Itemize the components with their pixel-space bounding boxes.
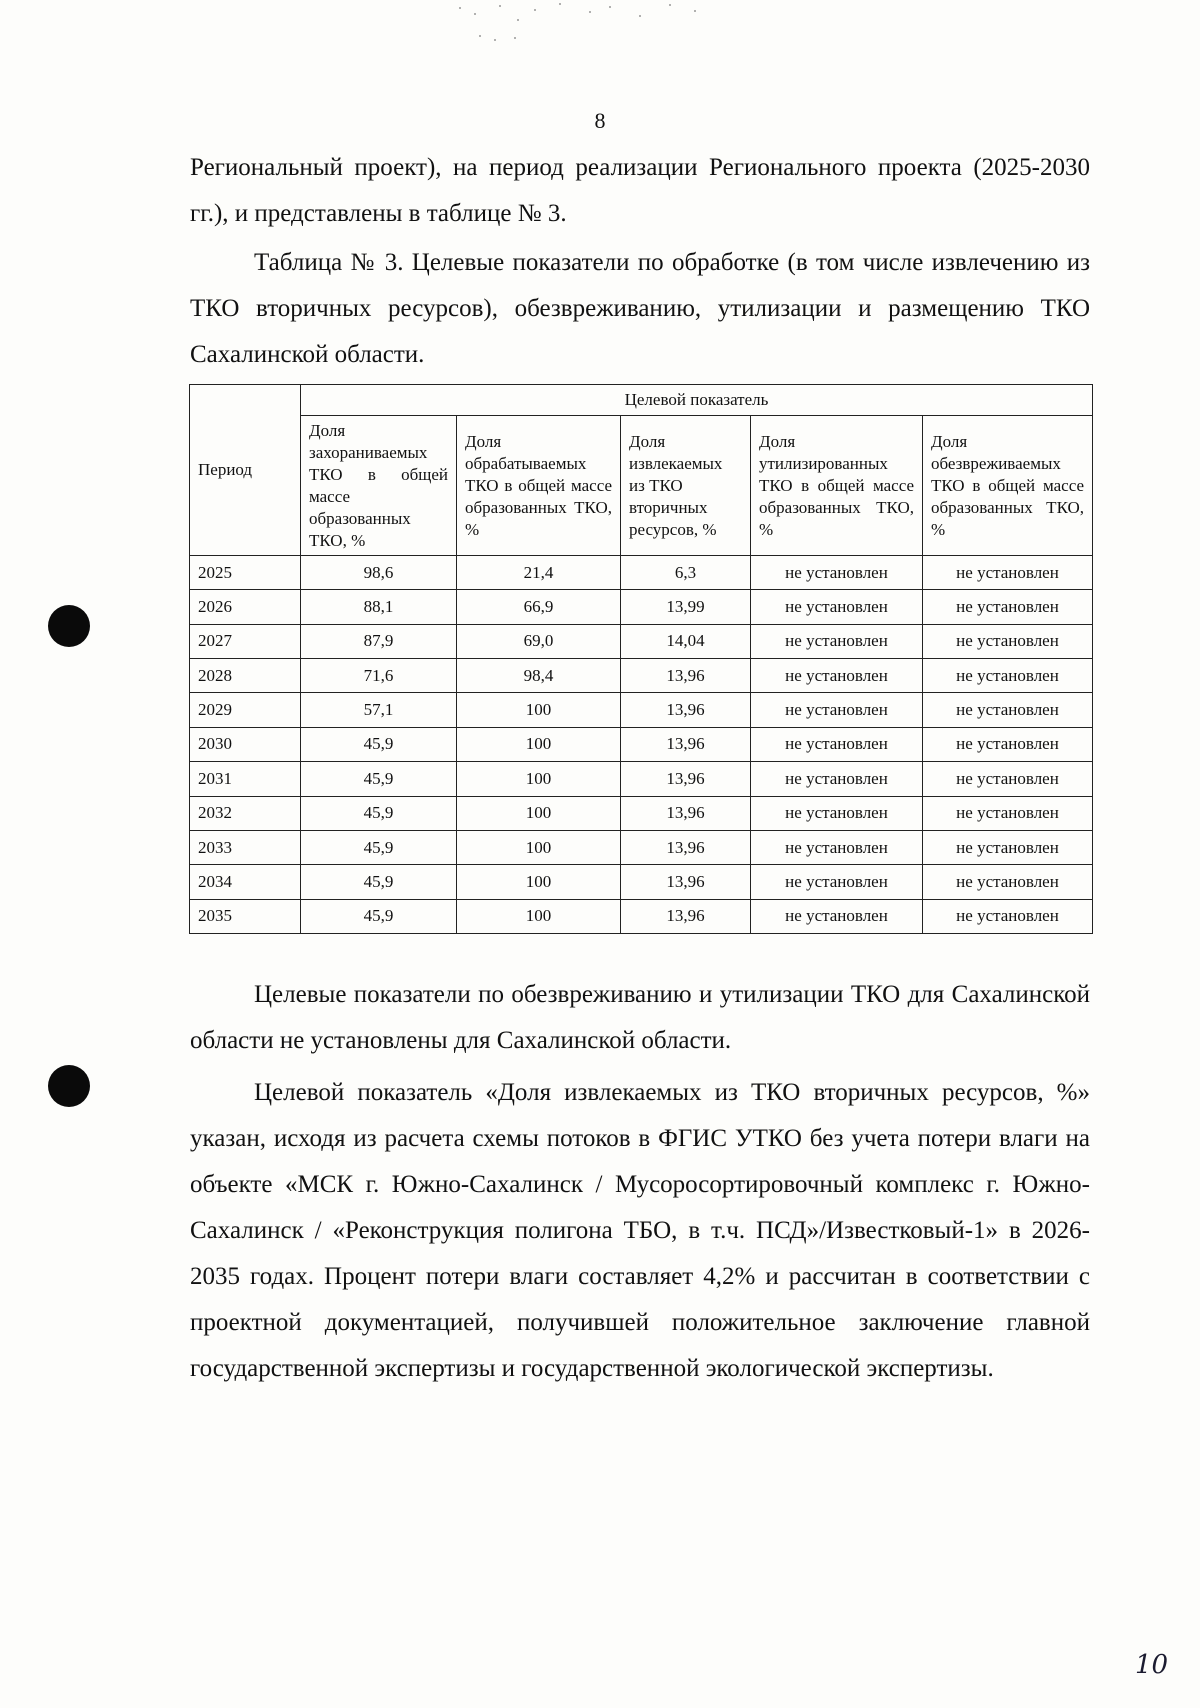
value-cell: 45,9: [301, 899, 457, 933]
value-cell: 13,96: [621, 899, 751, 933]
paragraph-not-set: Целевые показатели по обезвреживанию и утилизации ТКО для Сахалинской области не установлены для Сахалинской области.: [190, 981, 1090, 1054]
column-header-recycled: Доля утилизированных ТКО в общей массе образованных ТКО, %: [751, 416, 923, 556]
table-body: [190, 556, 1093, 934]
page-number: 8: [594, 108, 606, 133]
table-row: [190, 556, 1093, 590]
value-cell: 13,96: [621, 659, 751, 693]
value-cell: не установлен: [751, 830, 923, 864]
value-cell: не установлен: [923, 796, 1093, 830]
table-row: [190, 830, 1093, 864]
value-cell: 6,3: [621, 556, 751, 590]
punch-hole: [48, 1065, 90, 1107]
value-cell: не установлен: [751, 659, 923, 693]
table-row: [190, 762, 1093, 796]
value-cell: 57,1: [301, 693, 457, 727]
value-cell: 13,99: [621, 590, 751, 624]
paragraph-extraction: Целевой показатель «Доля извлекаемых из ТКО вторичных ресурсов, %» указан, исходя из расчета схемы потоков в ФГИС УТКО без учета потери влаги на объекте «МСК г. Южно-Сахалинск / Мусоросортировочный комплекс г. Южно-Сахалинск / «Реконструкция полигона ТБО, в т.ч. ПСД»/Известковый-1» в 2026-2035 годах. Процент потери влаги составляет 4,2% и рассчитан в соответствии с проектной документацией, получившей положительное заключение главной государственной экспертизы и государственной экологической экспертизы.: [190, 1079, 1090, 1382]
value-cell: 100: [457, 693, 621, 727]
table-row: [190, 659, 1093, 693]
table-row: [190, 727, 1093, 761]
value-cell: 13,96: [621, 865, 751, 899]
table-row: [190, 899, 1093, 933]
value-cell: 71,6: [301, 659, 457, 693]
value-cell: 21,4: [457, 556, 621, 590]
column-header-neutralized: Доля обезвреживаемых ТКО в общей массе образованных ТКО, %: [923, 416, 1093, 556]
targets-table: [189, 384, 1093, 934]
paragraph-intro: Региональный проект), на период реализации Регионального проекта (2025-2030 гг.), и представлены в таблице № 3.: [190, 154, 1090, 227]
value-cell: не установлен: [923, 830, 1093, 864]
handwritten-sheet-number: 10: [1135, 1650, 1169, 1680]
value-cell: 100: [457, 796, 621, 830]
column-header-landfilled: Доля захораниваемых ТКО в общей массе образованных ТКО, %: [301, 416, 457, 556]
table-row: [190, 590, 1093, 624]
table-row: [190, 796, 1093, 830]
value-cell: не установлен: [923, 659, 1093, 693]
table-row: [190, 624, 1093, 658]
punch-hole: [48, 605, 90, 647]
value-cell: 13,96: [621, 830, 751, 864]
value-cell: 13,96: [621, 796, 751, 830]
value-cell: 45,9: [301, 796, 457, 830]
table-row: [190, 693, 1093, 727]
value-cell: не установлен: [923, 865, 1093, 899]
value-cell: не установлен: [751, 762, 923, 796]
value-cell: не установлен: [751, 624, 923, 658]
value-cell: 100: [457, 727, 621, 761]
value-cell: не установлен: [923, 727, 1093, 761]
value-cell: не установлен: [751, 796, 923, 830]
value-cell: не установлен: [923, 556, 1093, 590]
value-cell: 100: [457, 865, 621, 899]
table-row: [190, 865, 1093, 899]
period-cell: 2032: [190, 796, 301, 830]
column-header-processed: Доля обрабатываемых ТКО в общей массе образованных ТКО, %: [457, 416, 621, 556]
value-cell: 45,9: [301, 865, 457, 899]
value-cell: не установлен: [751, 727, 923, 761]
period-cell: 2029: [190, 693, 301, 727]
period-cell: 2025: [190, 556, 301, 590]
period-cell: 2026: [190, 590, 301, 624]
value-cell: 13,96: [621, 693, 751, 727]
period-cell: 2030: [190, 727, 301, 761]
value-cell: не установлен: [923, 762, 1093, 796]
value-cell: 45,9: [301, 727, 457, 761]
value-cell: не установлен: [751, 899, 923, 933]
value-cell: 45,9: [301, 830, 457, 864]
value-cell: 98,4: [457, 659, 621, 693]
value-cell: не установлен: [923, 590, 1093, 624]
value-cell: не установлен: [751, 556, 923, 590]
value-cell: 13,96: [621, 762, 751, 796]
value-cell: не установлен: [751, 693, 923, 727]
period-cell: 2031: [190, 762, 301, 796]
value-cell: 100: [457, 899, 621, 933]
value-cell: 88,1: [301, 590, 457, 624]
value-cell: 69,0: [457, 624, 621, 658]
value-cell: 98,6: [301, 556, 457, 590]
value-cell: 100: [457, 762, 621, 796]
target-indicator-header: Целевой показатель: [301, 385, 1093, 416]
value-cell: 66,9: [457, 590, 621, 624]
period-cell: 2034: [190, 865, 301, 899]
value-cell: не установлен: [751, 590, 923, 624]
value-cell: 13,96: [621, 727, 751, 761]
value-cell: 45,9: [301, 762, 457, 796]
value-cell: 100: [457, 830, 621, 864]
value-cell: 87,9: [301, 624, 457, 658]
period-header: Период: [190, 385, 301, 556]
period-cell: 2028: [190, 659, 301, 693]
value-cell: не установлен: [923, 624, 1093, 658]
period-cell: 2027: [190, 624, 301, 658]
value-cell: не установлен: [751, 865, 923, 899]
value-cell: 14,04: [621, 624, 751, 658]
period-cell: 2035: [190, 899, 301, 933]
period-cell: 2033: [190, 830, 301, 864]
value-cell: не установлен: [923, 899, 1093, 933]
table-caption: Таблица № 3. Целевые показатели по обработке (в том числе извлечению из ТКО вторичных ресурсов), обезвреживанию, утилизации и размещению ТКО Сахалинской области.: [190, 249, 1090, 368]
scan-noise: [440, 0, 740, 50]
value-cell: не установлен: [923, 693, 1093, 727]
column-header-extracted: Доля извлекаемых из ТКО вторичных ресурсов, %: [621, 416, 751, 556]
